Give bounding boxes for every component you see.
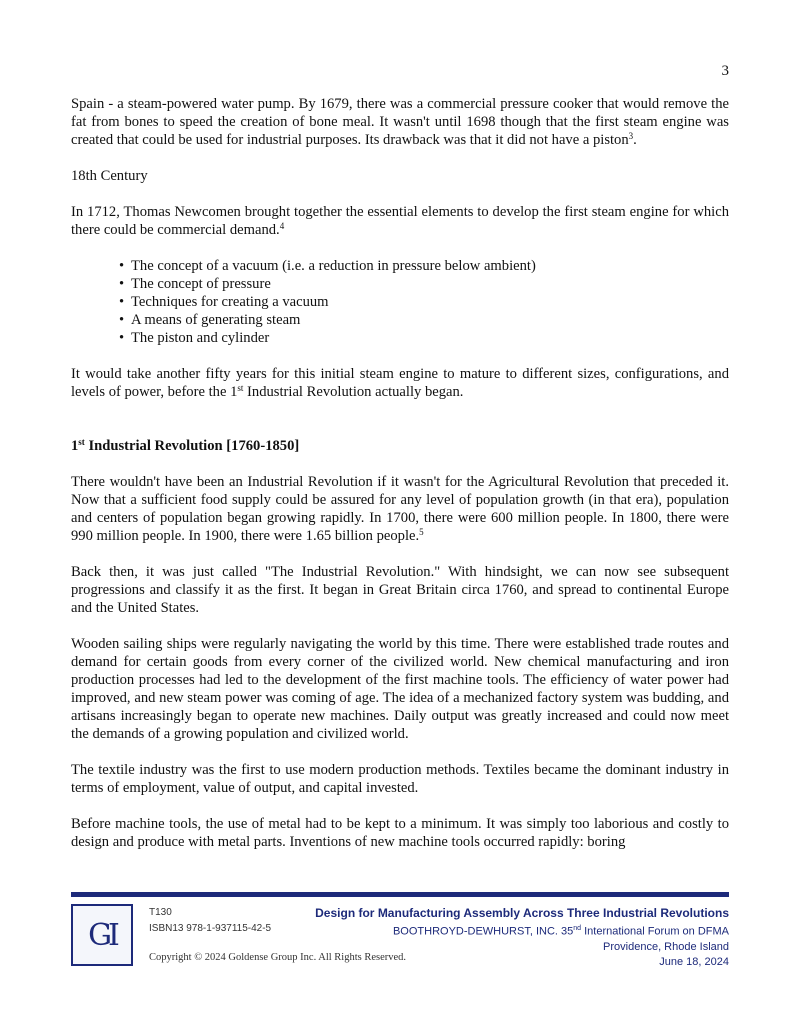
company-logo: GI	[71, 904, 133, 966]
paragraph: Wooden sailing ships were regularly navigating the world by this time. There were established trade routes and demand for certain goods from every corner of the civilized world. New chemical manufacturing and iron production processes had led to the development of the first machine tools. The efficiency of water power had improved, and new steam power was coming of age. The idea of a mechanized factory system was budding, and artisans increasingly began to operate new machines. Daily output was greatly increased and could now meet the demands of a growing population and civilized world.	[71, 636, 729, 742]
footer-right-info	[315, 906, 729, 970]
ordinal-suffix: st	[78, 437, 85, 447]
ordinal-suffix: st	[237, 383, 244, 393]
document-code: T130	[149, 907, 172, 918]
page-number: 3	[721, 63, 729, 79]
paragraph-text: Spain - a steam-powered water pump. By 1679, there was a commercial pressure cooker that would remove the fat from bones to speed the creation of bone meal. It wasn't until 1698 though that the first steam engine was created that could be used for industrial purposes. Its drawback was that it did not have a piston	[71, 96, 729, 148]
section-heading	[71, 437, 729, 455]
paragraph	[71, 365, 729, 401]
event-location: Providence, Rhode Island	[603, 940, 729, 953]
paragraph: Before machine tools, the use of metal had to be kept to a minimum. It was simply too laborious and costly to design and produce with metal parts. Inventions of new machine tools occurred rapidly: boring	[71, 816, 729, 850]
list-item: • A means of generating steam	[119, 311, 729, 329]
section-label: 18th Century	[71, 168, 148, 184]
footnote-ref[interactable]: 3	[628, 131, 634, 141]
paragraph	[71, 95, 729, 149]
list-item: • The concept of a vacuum (i.e. a reduction in pressure below ambient)	[119, 257, 729, 275]
list-item: • Techniques for creating a vacuum	[119, 293, 729, 311]
footnote-ref[interactable]: 4	[279, 221, 285, 231]
forum-name-text: International Forum on DFMA	[581, 925, 729, 938]
ordinal-suffix: nd	[573, 925, 582, 932]
paragraph: The textile industry was the first to use modern production methods. Textiles became the dominant industry in terms of employment, value of output, and capital invested.	[71, 762, 729, 796]
isbn: ISBN13 978-1-937115-42-5	[149, 923, 272, 934]
heading-number: 1	[71, 438, 79, 454]
list-item: • The concept of pressure	[119, 275, 729, 293]
paragraph-text: In 1712, Thomas Newcomen brought together the essential elements to develop the first steam engine for which there could be commercial demand.	[71, 204, 729, 238]
paragraph	[71, 203, 729, 239]
heading-text: Industrial Revolution [1760-1850]	[84, 438, 300, 454]
bullet-list	[71, 257, 729, 347]
footer-left-info	[149, 905, 271, 937]
footnote-ref[interactable]: 5	[419, 527, 424, 537]
footer-rule	[71, 892, 729, 897]
forum-name-text: BOOTHROYD-DEWHURST, INC. 35	[392, 925, 574, 938]
paragraph-text: There wouldn't have been an Industrial Revolution if it wasn't for the Agricultural Revolution that preceded it. Now that a sufficient food supply could be assured for any level of population growth (in that era), population and centers of population began growing rapidly. In 1700, there were 600 million people. In 1800, there were 990 million people. In 1900, there were 1.65 billion people.	[71, 474, 729, 544]
document-body	[71, 95, 729, 869]
paragraph: Back then, it was just called "The Industrial Revolution." With hindsight, we can now see subsequent progressions and classify it as the first. It began in Great Britain circa 1760, and spread to continental Europe and the United States.	[71, 564, 729, 616]
event-date: June 18, 2024	[659, 955, 729, 968]
page-footer	[71, 892, 729, 972]
paragraph	[71, 473, 729, 545]
copyright-notice: Copyright © 2024 Goldense Group Inc. All Rights Reserved.	[149, 952, 407, 963]
forum-name	[315, 921, 729, 940]
paragraph-text: It would take another fifty years for this initial steam engine to mature to different sizes, configurations, and levels of power, before the 1	[71, 366, 729, 400]
list-item: • The piston and cylinder	[119, 329, 729, 347]
paragraph-text: .	[633, 132, 637, 148]
paragraph-text: Industrial Revolution actually began.	[243, 384, 464, 400]
presentation-title: Design for Manufacturing Assembly Across Three Industrial Revolutions	[315, 906, 729, 920]
